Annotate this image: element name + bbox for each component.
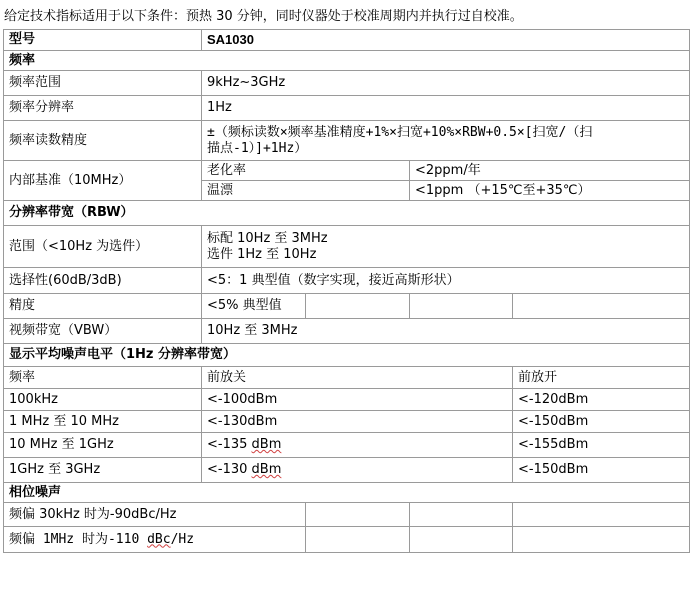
danl-value: <-130 [207,413,248,429]
drift-label: 温漂 [202,181,410,201]
freq-resolution-label: 频率分辨率 [4,96,202,121]
drift-value: <1ppm （+15℃至+35℃） [410,181,690,201]
rbw-accuracy-row [4,294,690,319]
freq-range-row [4,71,690,96]
table-row [4,433,690,458]
rbw-standard: 标配 10Hz 至 3MHz [207,230,328,246]
aging-label: 老化率 [202,161,410,181]
phase-unit-suffix: /Hz [170,531,195,547]
danl-preamp-on: <-150dBm [513,411,690,433]
danl-unit: dBm [251,462,282,477]
empty-cell [513,503,690,527]
section-danl [4,344,690,367]
section-heading: 分辨率带宽（RBW） [4,201,690,226]
danl-value: <-135 [207,437,252,452]
danl-freq: 10 MHz 至 1GHz [4,433,202,458]
vbw-row [4,319,690,344]
danl-preamp-on: <-150dBm [513,458,690,483]
danl-preamp-off [202,411,513,433]
rbw-range-row [4,226,690,268]
danl-header-preamp-on: 前放开 [513,367,690,389]
ref-label: 内部基准（10MHz） [4,161,202,201]
selectivity-label: 选择性(60dB/3dB) [4,268,202,294]
danl-unit: dBm [251,437,282,452]
table-row [4,458,690,483]
empty-cell [410,294,513,319]
phase-noise-30khz: 频偏 30kHz 时为-90dBc/Hz [4,503,306,527]
danl-value: <-100 [207,391,248,407]
freq-readout-line2: 描点-1）]+1Hz） [207,140,308,156]
rbw-range-label: 范围（<10Hz 为选件） [4,226,202,268]
rbw-accuracy-value: <5% 典型值 [202,294,306,319]
section-heading: 频率 [4,51,690,71]
section-heading: 相位噪声 [4,483,690,503]
aging-value: <2ppm/年 [410,161,690,181]
danl-header-freq: 频率 [4,367,202,389]
danl-freq: 1GHz 至 3GHz [4,458,202,483]
selectivity-value: <5：1 典型值（数字实现，接近高斯形状） [202,268,690,294]
freq-resolution-value: 1Hz [202,96,690,121]
model-label: 型号 [4,30,202,51]
empty-cell [306,527,410,553]
ref-aging-row [4,161,690,181]
freq-range-label: 频率范围 [4,71,202,96]
danl-preamp-on: <-155dBm [513,433,690,458]
danl-preamp-off [202,433,513,458]
rbw-range-value [202,226,690,268]
freq-range-value: 9kHz~3GHz [202,71,690,96]
danl-value: <-130 [207,462,252,477]
empty-cell [513,527,690,553]
section-phase-noise [4,483,690,503]
vbw-label: 视频带宽（VBW） [4,319,202,344]
freq-readout-label: 频率读数精度 [4,121,202,161]
empty-cell [410,527,513,553]
empty-cell [410,503,513,527]
model-value: SA1030 [202,30,690,51]
freq-readout-value [202,121,690,161]
danl-freq: 100kHz [4,389,202,411]
phase-row-1 [4,503,690,527]
danl-preamp-off [202,389,513,411]
freq-readout-row [4,121,690,161]
section-heading: 显示平均噪声电平（1Hz 分辨率带宽） [4,344,690,367]
danl-freq: 1 MHz 至 10 MHz [4,411,202,433]
spec-table [3,29,690,553]
section-frequency [4,51,690,71]
phase-noise-1mhz [4,527,306,553]
rbw-accuracy-label: 精度 [4,294,202,319]
freq-readout-line1: ±（频标读数×频率基准精度+1%×扫宽+10%×RBW+0.5×[扫宽/（扫 [207,124,593,140]
empty-cell [513,294,690,319]
model-row [4,30,690,51]
phase-unit: dBc [147,531,171,547]
danl-unit: dBm [247,391,278,407]
phase-value: 频偏 1MHz 时为-110 [9,531,148,547]
vbw-value: 10Hz 至 3MHz [202,319,690,344]
danl-header-row [4,367,690,389]
danl-preamp-off [202,458,513,483]
table-row [4,389,690,411]
freq-resolution-row [4,96,690,121]
danl-unit: dBm [247,413,278,429]
danl-preamp-on: <-120dBm [513,389,690,411]
empty-cell [306,294,410,319]
phase-row-2 [4,527,690,553]
rbw-option: 选件 1Hz 至 10Hz [207,246,317,262]
selectivity-row [4,268,690,294]
section-rbw [4,201,690,226]
table-row [4,411,690,433]
intro-note: 给定技术指标适用于以下条件：预热 30 分钟，同时仪器处于校准周期内并执行过自校准。 [4,9,523,24]
empty-cell [306,503,410,527]
danl-header-preamp-off: 前放关 [202,367,513,389]
